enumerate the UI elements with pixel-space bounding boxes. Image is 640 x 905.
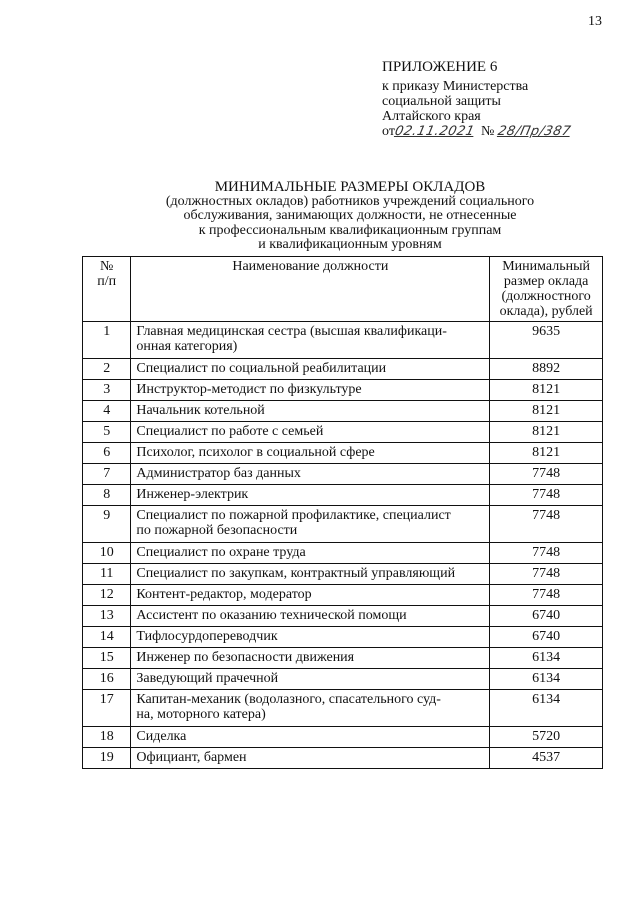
row-salary: 6740	[490, 627, 603, 648]
table-row	[83, 606, 603, 627]
row-salary: 6134	[490, 648, 603, 669]
row-position-name: Тифлосурдопереводчик	[131, 627, 490, 648]
table-row	[83, 506, 603, 543]
table-row	[83, 443, 603, 464]
table-row	[83, 627, 603, 648]
row-number: 18	[83, 727, 131, 748]
table-body	[83, 322, 603, 769]
salary-table	[82, 256, 603, 769]
header-salary	[490, 257, 603, 322]
row-position-name: Специалист по пожарной профилактике, специалист по пожарной безопасности	[131, 506, 490, 543]
row-number: 10	[83, 543, 131, 564]
row-position-name: Специалист по охране труда	[131, 543, 490, 564]
row-number: 14	[83, 627, 131, 648]
row-number: 11	[83, 564, 131, 585]
row-number: 4	[83, 401, 131, 422]
row-position-name: Контент-редактор, модератор	[131, 585, 490, 606]
row-number: 13	[83, 606, 131, 627]
row-number: 16	[83, 669, 131, 690]
row-salary: 6134	[490, 669, 603, 690]
appendix-line-region: Алтайского края	[382, 109, 481, 124]
table-row	[83, 690, 603, 727]
title-line-main: МИНИМАЛЬНЫЕ РАЗМЕРЫ ОКЛАДОВ	[214, 179, 486, 195]
row-position-name: Инженер по безопасности движения	[131, 648, 490, 669]
appendix-title: ПРИЛОЖЕНИЕ 6	[382, 59, 498, 75]
row-number: 7	[83, 464, 131, 485]
row-position-name: Инженер-электрик	[131, 485, 490, 506]
row-salary: 8121	[490, 443, 603, 464]
row-number: 12	[83, 585, 131, 606]
row-number: 6	[83, 443, 131, 464]
title-line-4: к профессиональным квалификационным группам	[198, 222, 502, 238]
row-salary: 9635	[490, 322, 603, 359]
title-line-3: обслуживания, занимающих должности, не отнесенные	[183, 208, 517, 223]
row-position-name: Администратор баз данных	[131, 464, 490, 485]
row-salary: 4537	[490, 748, 603, 769]
table-row	[83, 485, 603, 506]
row-position-name: Начальник котельной	[131, 401, 490, 422]
row-number: 15	[83, 648, 131, 669]
row-position-name: Сиделка	[131, 727, 490, 748]
row-position-name: Специалист по социальной реабилитации	[131, 359, 490, 380]
row-number: 3	[83, 380, 131, 401]
table-row	[83, 585, 603, 606]
table-row	[83, 564, 603, 585]
row-salary: 7748	[490, 564, 603, 585]
row-position-name: Заведующий прачечной	[131, 669, 490, 690]
row-salary: 8892	[490, 359, 603, 380]
table-row	[83, 669, 603, 690]
row-salary: 8121	[490, 380, 603, 401]
from-label: от	[382, 124, 395, 139]
number-label: №	[480, 124, 495, 139]
row-position-name: Капитан-механик (водолазного, спасательного суд- на, моторного катера)	[131, 690, 490, 727]
appendix-block	[382, 60, 622, 139]
row-salary: 5720	[490, 727, 603, 748]
row-salary: 8121	[490, 401, 603, 422]
row-salary: 7748	[490, 506, 603, 543]
appendix-date-line	[382, 124, 622, 139]
table-row	[83, 401, 603, 422]
table-row	[83, 322, 603, 359]
header-salary-text: Минимальный размер оклада (должностного оклада), рублей	[499, 259, 593, 319]
row-salary: 6134	[490, 690, 603, 727]
row-number: 9	[83, 506, 131, 543]
appendix-line-ministry: социальной защиты	[382, 94, 501, 109]
row-position-name: Официант, бармен	[131, 748, 490, 769]
row-salary: 7748	[490, 485, 603, 506]
table-row	[83, 543, 603, 564]
row-salary: 6740	[490, 606, 603, 627]
table-row	[83, 422, 603, 443]
row-salary: 7748	[490, 543, 603, 564]
table-row	[83, 648, 603, 669]
table-row	[83, 727, 603, 748]
row-number: 1	[83, 322, 131, 359]
row-position-name: Ассистент по оказанию технической помощи	[131, 606, 490, 627]
page-number: 13	[588, 14, 602, 29]
row-number: 5	[83, 422, 131, 443]
handwritten-number: 28/Пр/387	[496, 124, 573, 139]
row-number: 19	[83, 748, 131, 769]
row-position-name: Психолог, психолог в социальной сфере	[131, 443, 490, 464]
table-row	[83, 748, 603, 769]
row-position-name: Специалист по работе с семьей	[131, 422, 490, 443]
table-header-row	[83, 257, 603, 322]
handwritten-date: 02.11.2021	[393, 124, 476, 139]
table-row	[83, 464, 603, 485]
appendix-line-order: к приказу Министерства	[382, 79, 529, 94]
document-title	[90, 180, 610, 253]
title-line-5: и квалификационным уровням	[258, 237, 442, 252]
table-row	[83, 359, 603, 380]
row-salary: 7748	[490, 585, 603, 606]
table-row	[83, 380, 603, 401]
row-number: 17	[83, 690, 131, 727]
row-position-name: Инструктор-методист по физкультуре	[131, 380, 490, 401]
header-num-text: № п/п	[97, 259, 117, 289]
title-line-2: (должностных окладов) работников учреждений социального	[165, 193, 535, 209]
header-name	[131, 257, 490, 322]
row-number: 8	[83, 485, 131, 506]
row-position-name: Главная медицинская сестра (высшая квалификаци- онная категория)	[131, 322, 490, 359]
row-salary: 8121	[490, 422, 603, 443]
row-salary: 7748	[490, 464, 603, 485]
row-position-name: Специалист по закупкам, контрактный управляющий	[131, 564, 490, 585]
header-name-text: Наименование должности	[232, 259, 389, 274]
row-number: 2	[83, 359, 131, 380]
header-num	[83, 257, 131, 322]
